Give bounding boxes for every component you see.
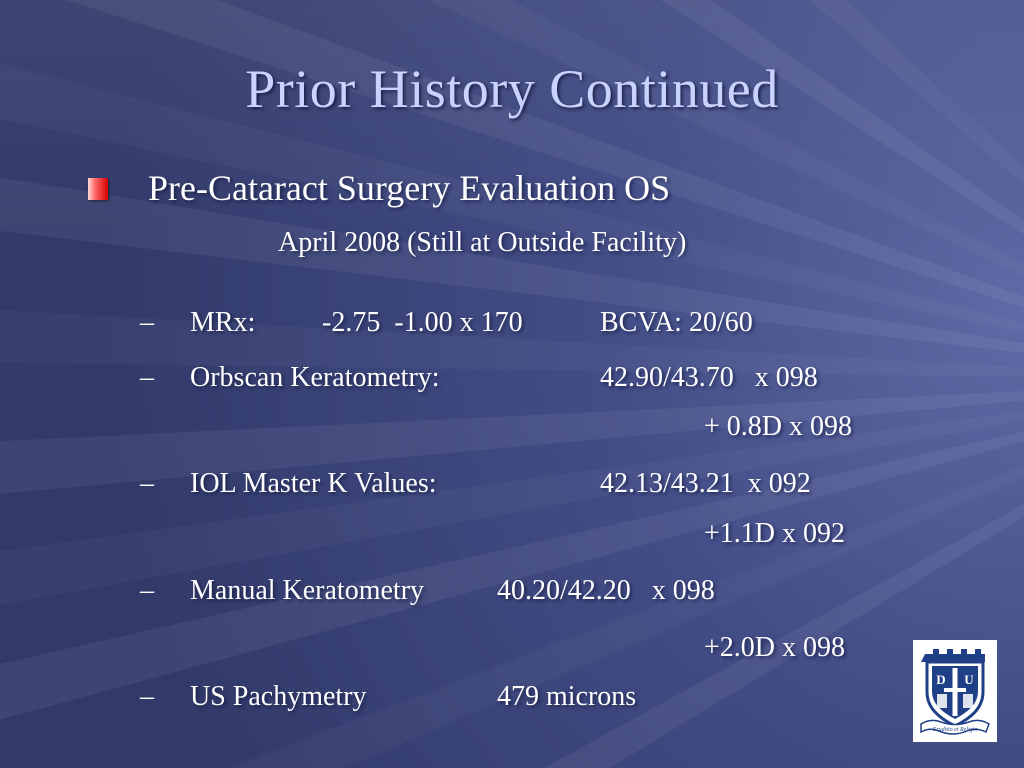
item-mrx-label: MRx: [190,307,256,338]
main-bullet-subline: April 2008 (Still at Outside Facility) [278,227,687,258]
crest-drawing [917,644,993,738]
item-orbscan-cyl: + 0.8D x 098 [704,411,853,442]
item-orbscan-label: Orbscan Keratometry: [190,362,440,393]
dash-bullet-icon: – [140,362,154,393]
item-manual-cyl: +2.0D x 098 [704,632,846,663]
item-iol-value: 42.13/43.21 x 092 [600,468,811,499]
item-manual-value: 40.20/42.20 x 098 [497,575,715,606]
dash-bullet-icon: – [140,575,154,606]
item-pachymetry-label: US Pachymetry [190,681,367,712]
item-iol-label: IOL Master K Values: [190,468,437,499]
item-iol-cyl: +1.1D x 092 [704,518,846,549]
dash-bullet-icon: – [140,681,154,712]
main-bullet-text: Pre-Cataract Surgery Evaluation OS [148,168,671,208]
item-manual-label: Manual Keratometry [190,575,425,606]
svg-text:D: D [936,672,946,687]
item-mrx-bcva: BCVA: 20/60 [600,307,753,338]
dash-bullet-icon: – [140,468,154,499]
item-mrx-value: -2.75 -1.00 x 170 [322,307,523,338]
slide-title: Prior History Continued [245,59,779,119]
item-pachymetry-value: 479 microns [497,681,637,712]
svg-text:U: U [964,672,974,687]
bullet-square-icon [88,178,108,200]
dash-bullet-icon: – [140,307,154,338]
crest-motto: Eruditio et Religio [932,727,978,733]
duke-university-crest-icon [913,640,997,742]
item-orbscan-value: 42.90/43.70 x 098 [600,362,818,393]
